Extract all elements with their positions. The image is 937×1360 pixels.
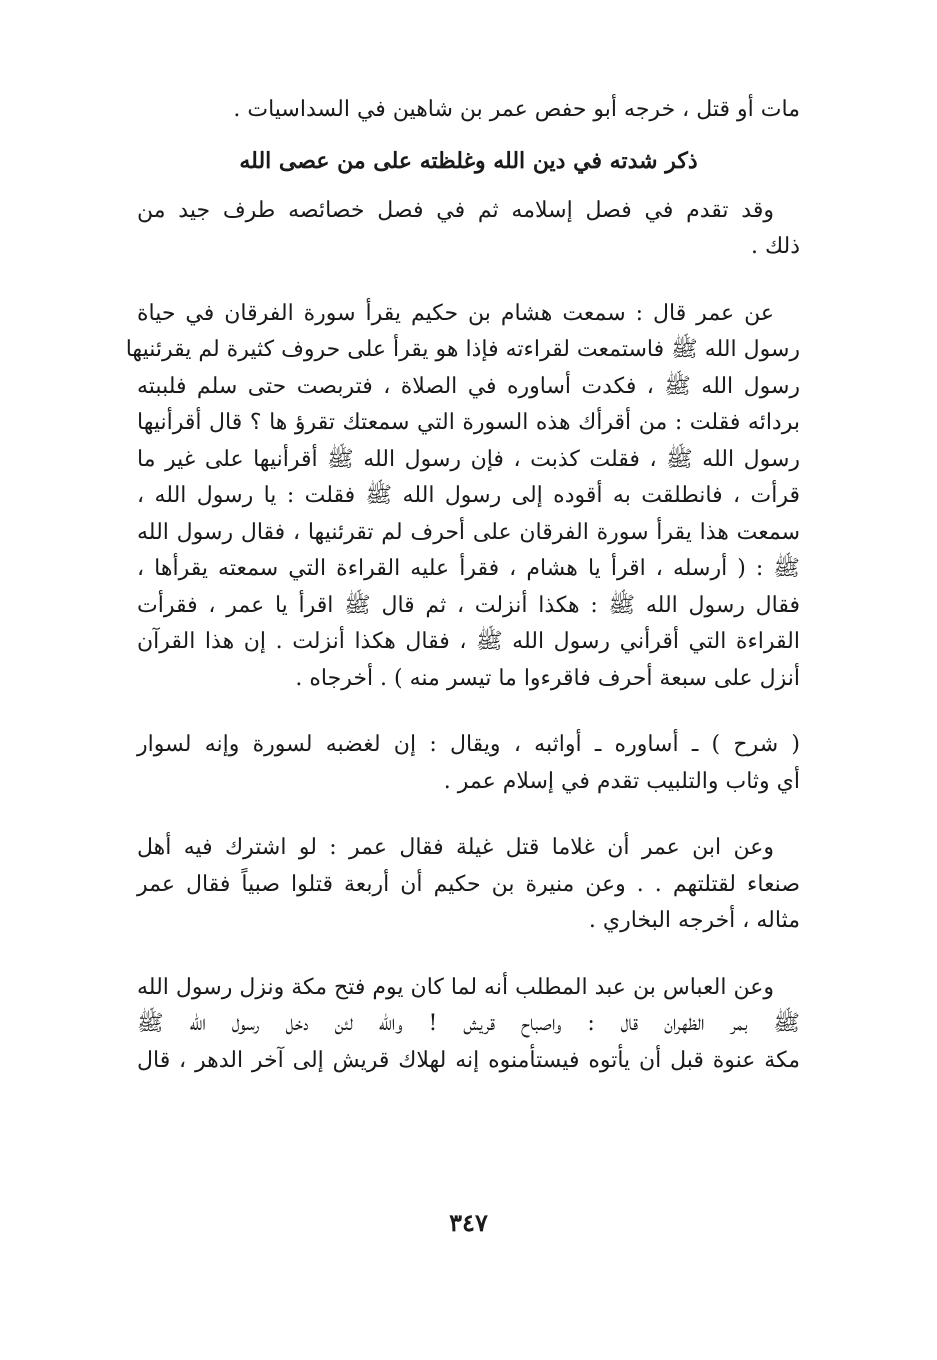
paragraph-line: ﷺ بمر الظهران قال : واصباح قريش ! والله لئن دخل رسول الله ﷺ bbox=[137, 1011, 800, 1036]
paragraph-3 bbox=[137, 727, 800, 800]
paragraph-line: مثاله ، أخرجه البخاري . bbox=[588, 908, 800, 933]
paragraph-line: أنزل على سبعة أحرف فاقرءوا ما تيسر منه ) . أخرجاه . bbox=[295, 665, 800, 691]
paragraph-line: مكة عنوة قبل أن يأتوه فيستأمنوه إنه لهلاك قريش إلى آخر الدهر ، قال bbox=[137, 1047, 800, 1073]
paragraph-5 bbox=[137, 970, 800, 1080]
paragraph-2 bbox=[125, 296, 801, 698]
paragraph-4 bbox=[137, 830, 800, 940]
paragraph-line: القراءة التي أقرأني رسول الله ﷺ ، فقال هكذا أنزلت . إن هذا القرآن bbox=[137, 629, 800, 654]
paragraph-line: ذلك . bbox=[750, 234, 800, 259]
paragraph-line: قرأت ، فانطلقت به أقوده إلى رسول الله ﷺ فقلت : يا رسول الله ، bbox=[137, 483, 800, 508]
paragraph-line: بردائه فقلت : من أقرأك هذه السورة التي سمعتك تقرؤ ها ؟ قال أقرأنيها bbox=[137, 410, 800, 435]
page-number: ٣٤٧ bbox=[449, 1208, 488, 1237]
page-body bbox=[125, 92, 801, 1079]
paragraph-line: ( شرح ) ـ أساوره ـ أواثبه ، ويقال : إن لغضبه لسورة وإنه لسوار bbox=[137, 732, 800, 757]
paragraph-line: سمعت هذا يقرأ سورة الفرقان على أحرف لم تقرئنيها ، فقال رسول الله bbox=[137, 519, 800, 545]
paragraph-line: رسول الله ﷺ ، فقلت كذبت ، فإن رسول الله ﷺ أقرأنيها على غير ما bbox=[137, 446, 801, 472]
paragraph-line: رسول الله ﷺ فاستمعت لقراءته فإذا هو يقرأ على حروف كثيرة لم يقرئنيها bbox=[125, 337, 800, 362]
paragraph-line: أي وثاب والتلبيب تقدم في إسلام عمر . bbox=[443, 768, 800, 794]
paragraph-line: صنعاء لقتلتهم . . وعن منيرة بن حكيم أن أربعة قتلوا صبياً فقال عمر bbox=[137, 871, 800, 897]
paragraph-line: ﷺ : ( أرسله ، اقرأ يا هشام ، فقرأ عليه القراءة التي سمعته يقرأها ، bbox=[137, 556, 800, 581]
paragraph-line: وعن العباس بن عبد المطلب أنه لما كان يوم فتح مكة ونزل رسول الله bbox=[137, 974, 774, 1000]
paragraph-line: رسول الله ﷺ ، فكدت أساوره في الصلاة ، فتربصت حتى سلم فلببته bbox=[137, 373, 800, 399]
paragraph-1 bbox=[137, 193, 800, 266]
paragraph-line: وقد تقدم في فصل إسلامه ثم في فصل خصائصه طرف جيد من bbox=[137, 197, 774, 223]
paragraph-line: وعن ابن عمر أن غلاما قتل غيلة فقال عمر : لو اشترك فيه أهل bbox=[137, 835, 774, 860]
section-heading: ذكر شدته في دين الله وغلظته على من عصى الله bbox=[239, 147, 698, 174]
paragraph-line: فقال رسول الله ﷺ : هكذا أنزلت ، ثم قال ﷺ اقرأ يا عمر ، فقرأت bbox=[137, 592, 800, 618]
paragraph-line: عن عمر قال : سمعت هشام بن حكيم يقرأ سورة الفرقان في حياة bbox=[137, 300, 774, 326]
intro-line: مات أو قتل ، خرجه أبو حفص عمر بن شاهين في السداسيات . bbox=[233, 97, 800, 122]
